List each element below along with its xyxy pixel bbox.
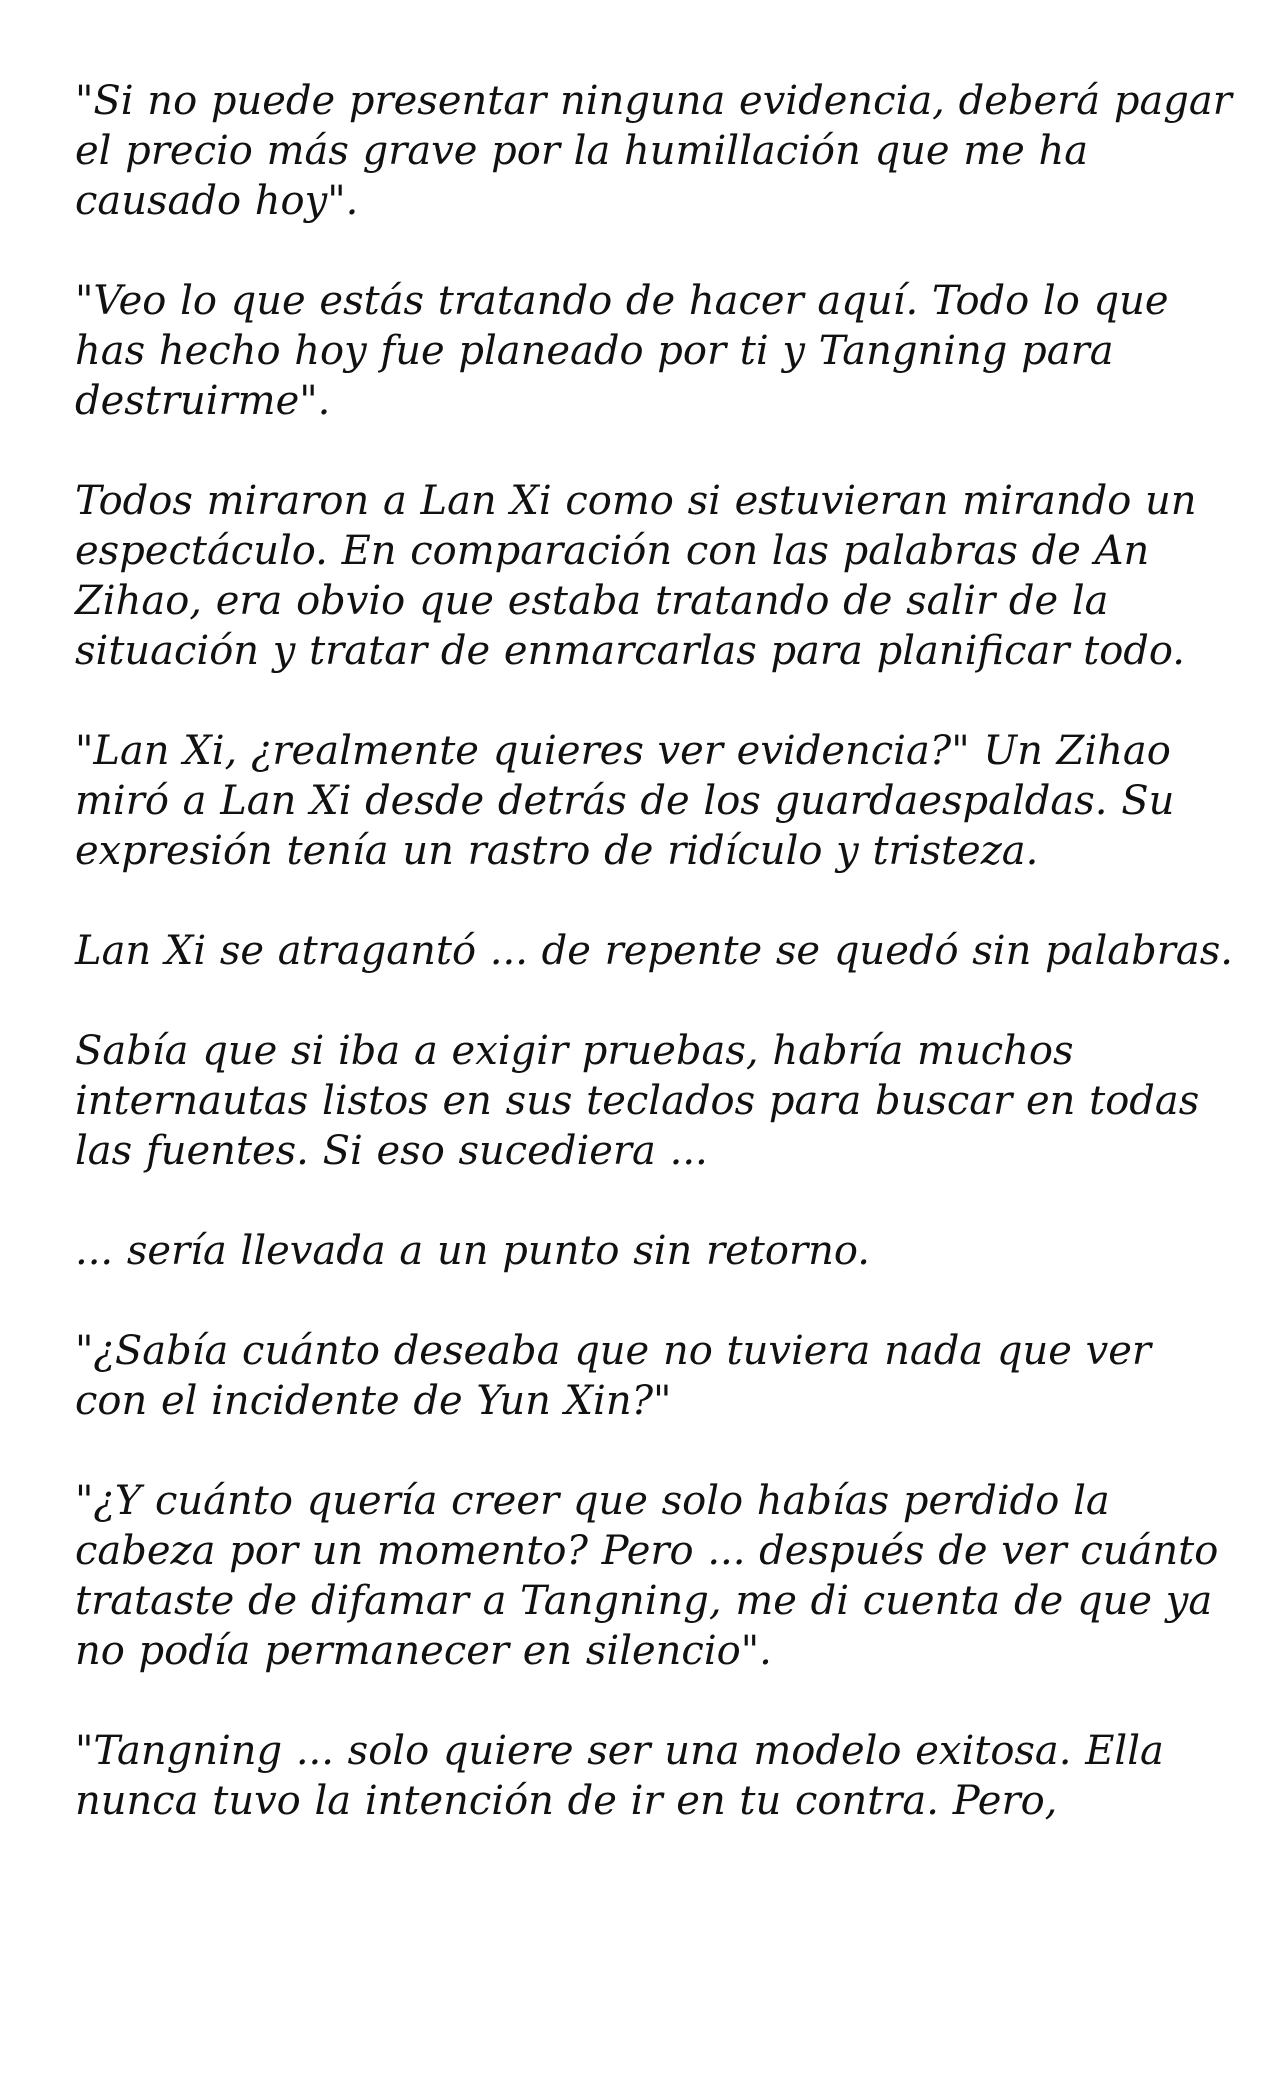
paragraph-4: "Lan Xi, ¿realmente quieres ver evidencia?" Un Zihao miró a Lan Xi desde detrás de los guardaespaldas. Su expresión tenía un rastro de ridículo y tristeza. [75,728,1175,874]
paragraph-1: "Si no puede presentar ninguna evidencia, deberá pagar el precio más grave por la humillación que me ha causado hoy". [75,78,1232,224]
paragraph-10: "Tangning ... solo quiere ser una modelo exitosa. Ella nunca tuvo la intención de ir en tu contra. Pero, [75,1728,1164,1824]
paragraph-9: "¿Y cuánto quería creer que solo habías perdido la cabeza por un momento? Pero ... después de ver cuánto trataste de difamar a Tangning, me di cuenta de que ya no podía permanecer en silencio". [75,1478,1219,1674]
paragraph-7: ... sería llevada a un punto sin retorno. [75,1228,870,1274]
paragraph-8: "¿Sabía cuánto deseaba que no tuviera nada que ver con el incidente de Yun Xin?" [75,1328,1152,1424]
paragraph-3: Todos miraron a Lan Xi como si estuvieran mirando un espectáculo. En comparación con las palabras de An Zihao, era obvio que estaba tratando de salir de la situación y tratar de enmarcarlas para planificar todo. [75,478,1197,674]
paragraph-5: Lan Xi se atragantó ... de repente se quedó sin palabras. [75,928,1233,974]
paragraph-2: "Veo lo que estás tratando de hacer aquí. Todo lo que has hecho hoy fue planeado por ti y Tangning para destruirme". [75,278,1169,424]
paragraph-6: Sabía que si iba a exigir pruebas, habría muchos internautas listos en sus teclados para buscar en todas las fuentes. Si eso sucediera ... [75,1028,1200,1174]
